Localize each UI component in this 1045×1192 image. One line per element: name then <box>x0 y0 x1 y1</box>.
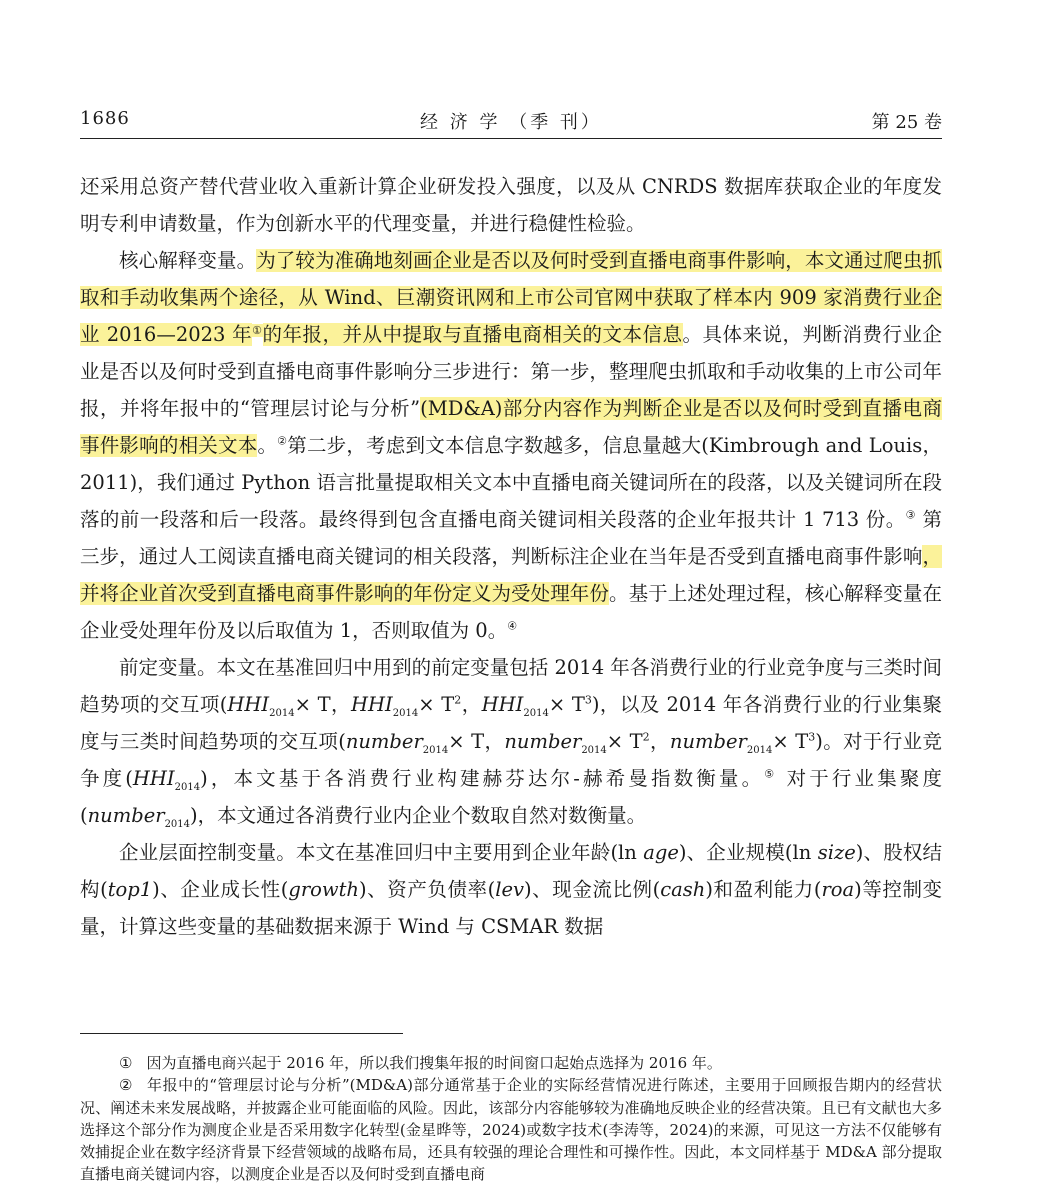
text-span: 第二步，考虑到文本信息字数越多，信息量越大(Kimbrough and Louis，2011)，我们通过 Python 语言批量提取相关文本中直播电商关键词所在的段落，以及关键词所在段落的前一段落和后一段落。最终得到包含直播电商关键词相关段落的企业年报共计 1 713 份。 <box>80 434 942 531</box>
math-sub: 2014 <box>164 818 191 830</box>
footnote-ref-5[interactable]: ⑤ <box>764 767 778 781</box>
math-var: size <box>817 841 856 864</box>
text-span: )、股权结构( <box>80 841 943 901</box>
text-span: )、企业成长性( <box>152 878 289 901</box>
journal-title: 经 济 学 （季 刊） <box>420 112 602 133</box>
math-var: HHI <box>132 767 175 790</box>
math-var: HHI <box>351 693 393 716</box>
text-span: )等控制变量，计算这些变量的基础数据来源于 Wind 与 CSMAR 数据 <box>80 878 943 938</box>
math-sub: 2014 <box>174 781 201 793</box>
math-sub: 2014 <box>581 744 607 756</box>
math-var: HHI <box>481 693 524 716</box>
paragraph-controls <box>80 834 942 945</box>
math-var: number <box>504 730 582 753</box>
math-sub: 2014 <box>422 744 449 756</box>
text-span: ， <box>649 730 670 753</box>
math-var: growth <box>288 878 359 901</box>
math-sup: 2 <box>642 730 650 744</box>
text-span: )、企业规模(ln <box>678 841 818 864</box>
highlight-4: ，并将企业首次受到直播电商事件影响的年份定义为受处理年份 <box>80 545 942 605</box>
text-span: )和盈利能力( <box>705 878 822 901</box>
footnote-marker: ① <box>119 1054 133 1072</box>
text-span: 企业层面控制变量。本文在基准回归中主要用到企业年龄(ln <box>119 841 644 864</box>
math-sub: 2014 <box>523 707 549 719</box>
math-var: age <box>643 841 679 864</box>
footnote-1 <box>80 1052 942 1074</box>
text-span: )、资产负债率( <box>359 878 496 901</box>
math-var: lev <box>495 878 524 901</box>
footnote-ref-4[interactable]: ④ <box>507 619 518 633</box>
page-number: 1686 <box>80 108 130 129</box>
math-var: number <box>669 730 747 753</box>
math-sub: 2014 <box>392 707 419 719</box>
math-op: × T <box>772 730 809 753</box>
math-var: top1 <box>107 878 153 901</box>
text-span: 第三步，通过人工阅读直播电商关键词的相关段落，判断标注企业在当年是否受到直播电商事件影响 <box>80 508 942 568</box>
math-var: roa <box>821 878 855 901</box>
footnote-ref-2[interactable]: ② <box>277 434 288 448</box>
highlight-2: 的年报，并从中提取与直播电商相关的文本信息 <box>262 323 683 346</box>
footnote-text: 因为直播电商兴起于 2016 年，所以我们搜集年报的时间窗口起始点选择为 2016 年。 <box>146 1054 722 1072</box>
math-var: cash <box>660 878 706 901</box>
math-var: number <box>345 730 423 753</box>
highlight-3: (MD&A)部分内容作为判断企业是否以及何时受到直播电商事件影响的相关文本 <box>80 397 942 457</box>
paragraph-core-variable <box>80 242 942 649</box>
text-span: ， <box>330 693 352 716</box>
text-span: ， <box>461 693 482 716</box>
text-span: ， <box>484 730 505 753</box>
math-op: × T <box>448 730 485 753</box>
text-span: 前定变量。本文在基准回归中用到的前定变量包括 2014 年各消费行业的行业竞争度与三类时间趋势项的交互项( <box>80 656 942 716</box>
math-sup: 2 <box>454 693 462 707</box>
text-span: 对于行业集聚度( <box>80 767 942 827</box>
text-span: )、现金流比例( <box>524 878 661 901</box>
math-var: number <box>87 804 165 827</box>
body-text <box>80 168 942 945</box>
footnotes <box>80 1052 942 1186</box>
footnote-ref-1[interactable]: ① <box>252 323 263 337</box>
text-span: 。具体来说，判断消费行业企业是否以及何时受到直播电商事件影响分三步进行：第一步，整理爬虫抓取和手动收集的上市公司年报，并将年报中的“管理层讨论与分析” <box>80 323 942 420</box>
highlight-1: 为了较为准确地刻画企业是否以及何时受到直播电商事件影响，本文通过爬虫抓取和手动收集两个途径，从 Wind、巨潮资讯网和上市公司官网中获取了样本内 909 家消费行业企业 2016—2023 年 <box>80 249 942 346</box>
math-sup: 3 <box>808 730 816 744</box>
math-op: × T <box>418 693 455 716</box>
math-op: × T <box>606 730 643 753</box>
math-op: × T <box>294 693 331 716</box>
text-span: 。基于上述处理过程，核心解释变量在企业受处理年份及以后取值为 1，否则取值为 0。 <box>80 582 942 642</box>
paragraph-continued: 还采用总资产替代营业收入重新计算企业研发投入强度，以及从 CNRDS 数据库获取企业的年度发明专利申请数量，作为创新水平的代理变量，并进行稳健性检验。 <box>80 175 942 235</box>
math-sub: 2014 <box>269 707 295 719</box>
math-sub: 2014 <box>746 744 773 756</box>
math-var: HHI <box>227 693 270 716</box>
paragraph-predetermined <box>80 649 942 834</box>
math-op: × T <box>548 693 585 716</box>
footnote-2 <box>80 1074 942 1185</box>
text-span: 。 <box>257 434 278 457</box>
header-rule <box>80 138 942 139</box>
footnote-text: 年报中的“管理层讨论与分析”(MD&A)部分通常基于企业的实际经营情况进行陈述，主要用于回顾报告期内的经营状况、阐述未来发展战略，并披露企业可能面临的风险。因此，该部分内容能够较为准确地反映企业的经营决策。且已有文献也大多选择这个部分作为测度企业是否采用数字化转型(金星晔等，2024)或数字技术(李涛等，2024)的来源，可见这一方法不仅能够有效捕捉企业在数字经济背景下经营领域的战略布局，还具有较强的理论合理性和可操作性。因此，本文同样基于 MD&A 部分提取直播电商关键词内容，以测度企业是否以及何时受到直播电商 <box>80 1076 942 1184</box>
lead-heading: 核心解释变量。 <box>119 249 257 272</box>
footnote-rule <box>80 1033 403 1034</box>
text-span: )，以及 2014 年各消费行业的行业集聚度与三类时间趋势项的交互项( <box>80 693 942 753</box>
math-sup: 3 <box>584 693 592 707</box>
footnote-marker: ② <box>119 1076 134 1095</box>
running-header <box>80 108 942 134</box>
text-span: )，本文基于各消费行业构建赫芬达尔-赫希曼指数衡量。 <box>200 767 765 790</box>
footnote-ref-3[interactable]: ③ <box>905 508 916 522</box>
text-span: )，本文通过各消费行业内企业个数取自然对数衡量。 <box>190 804 647 827</box>
volume-label: 第 25 卷 <box>871 112 942 133</box>
text-span: )。对于行业竞争度( <box>80 730 942 790</box>
